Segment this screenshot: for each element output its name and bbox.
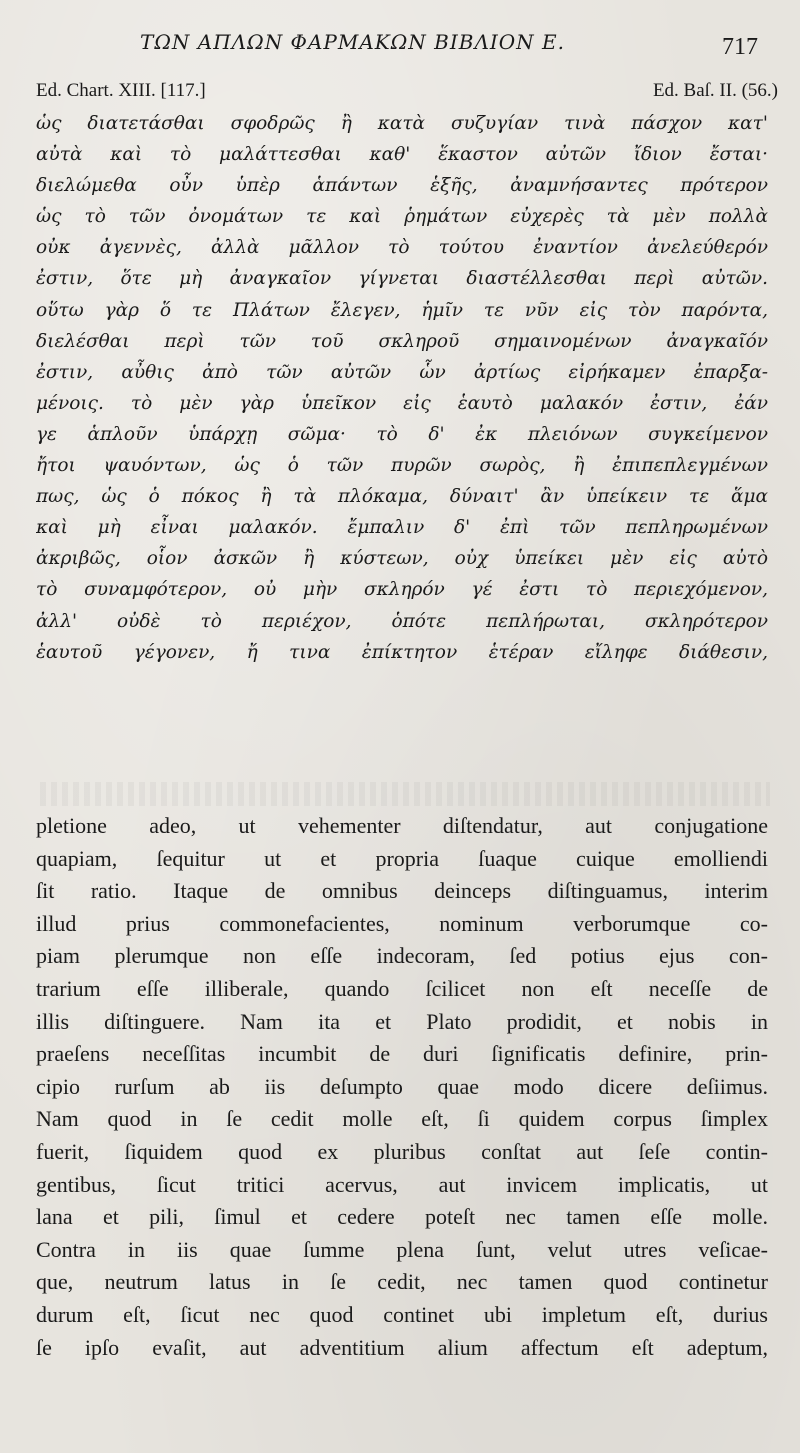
greek-line: οὐκ ἀγεννὲς, ἀλλὰ μᾶλλον τὸ τούτου ἐναντίον ἀνελεύθερόν (36, 237, 768, 259)
page-number: 717 (722, 34, 758, 60)
greek-line: πως, ὡς ὁ πόκος ἢ τὰ πλόκαμα, δύναιτ' ἂν ὑπείκειν τε ἅμα (36, 486, 768, 508)
greek-line: ἐστιν, αὖθις ἀπὸ τῶν αὐτῶν ὧν ἀρτίως εἰρήκαμεν ἐπαρξα- (36, 361, 768, 383)
latin-line: ſit ratio. Itaque de omnibus deinceps diſtinguamus, interim (36, 878, 768, 904)
latin-line: Nam quod in ſe cedit molle eſt, ſi quidem corpus ſimplex (36, 1106, 768, 1132)
latin-text (36, 810, 768, 1364)
greek-line: ὡς τὸ τῶν ὀνομάτων τε καὶ ῥημάτων εὐχερὲς τὰ μὲν πολλὰ (36, 206, 768, 228)
greek-line: ὡς διατετάσθαι σφοδρῶς ἢ κατὰ συζυγίαν τινὰ πάσχον κατ' (36, 113, 768, 134)
greek-line: διελέσθαι περὶ τῶν τοῦ σκληροῦ σημαινομένων ἀναγκαῖόν (36, 330, 768, 352)
greek-line: γε ἁπλοῦν ὑπάρχῃ σῶμα· τὸ δ' ἐκ πλειόνων συγκείμενον (36, 423, 768, 445)
latin-line: lana et pili, ſimul et cedere poteſt nec tamen eſſe molle. (36, 1204, 768, 1230)
latin-line: pletione adeo, ut vehementer diſtendatur, aut conjugatione (36, 813, 768, 838)
latin-line: fuerit, ſiquidem quod ex pluribus conſtat aut ſeſe contin- (36, 1138, 768, 1164)
greek-line: ἤτοι ψαυόντων, ὡς ὁ τῶν πυρῶν σωρὸς, ἢ ἐπιπεπλεγμένων (36, 455, 768, 477)
greek-line: ἐστιν, ὅτε μὴ ἀναγκαῖον γίγνεται διαστέλλεσθαι περὶ αὐτῶν. (36, 268, 768, 290)
latin-line: trarium eſſe illiberale, quando ſcilicet non eſt neceſſe de (36, 975, 768, 1001)
show-through-bleed (40, 782, 770, 806)
latin-line: praeſens neceſſitas incumbit de duri ſignificatis definire, prin- (36, 1041, 768, 1067)
latin-line: que, neutrum latus in ſe cedit, nec tamen quod continetur (36, 1269, 768, 1295)
latin-line: gentibus, ſicut tritici acervus, aut invicem implicatis, ut (36, 1171, 768, 1197)
greek-line: διελώμεθα οὖν ὑπὲρ ἁπάντων ἑξῆς, ἀναμνήσαντες πρότερον (36, 175, 768, 197)
latin-line: Contra in iis quae ſumme plena ſunt, velut utres veſicae- (36, 1236, 768, 1262)
greek-line: ἑαυτοῦ γέγονεν, ἤ τινα ἐπίκτητον ἑτέραν εἴληφε διάθεσιν, (36, 641, 768, 663)
greek-line: καὶ μὴ εἶναι μαλακόν. ἔμπαλιν δ' ἐπὶ τῶν πεπληρωμένων (36, 517, 768, 539)
edition-references (0, 80, 800, 108)
latin-line: quapiam, ſequitur ut et propria ſuaque cuique emolliendi (36, 845, 768, 871)
greek-line: αὐτὰ καὶ τὸ μαλάττεσθαι καθ' ἕκαστον αὐτῶν ἴδιον ἔσται· (36, 144, 768, 166)
edition-basel: Ed. Baſ. II. (56.) (652, 80, 778, 101)
latin-line: illud prius commonefacientes, nominum verborumque co- (36, 910, 768, 936)
running-title: ΤΩΝ ΑΠΛΩΝ ΦΑΡΜΑΚΩΝ ΒΙΒΛΙΟΝ Ε. (140, 30, 565, 54)
latin-line: piam plerumque non eſſe indecoram, ſed potius ejus con- (36, 943, 768, 969)
latin-line: durum eſt, ſicut nec quod continet ubi impletum eſt, durius (36, 1301, 768, 1327)
greek-line: τὸ συναμφότερον, οὐ μὴν σκληρόν γέ ἐστι τὸ περιεχόμενον, (36, 579, 768, 601)
latin-line: cipio rurſum ab iis deſumpto quae modo dicere deſiimus. (36, 1073, 768, 1099)
running-head (0, 30, 800, 64)
greek-line: ἀλλ' οὐδὲ τὸ περιέχον, ὁπότε πεπλήρωται, σκληρότερον (36, 610, 768, 632)
greek-text (36, 108, 768, 668)
latin-line: illis diſtinguere. Nam ita et Plato prodidit, et nobis in (36, 1008, 768, 1034)
latin-line: ſe ipſo evaſit, aut adventitium alium affectum eſt adeptum, (36, 1334, 768, 1360)
edition-chartier: Ed. Chart. XIII. [117.] (36, 80, 206, 101)
greek-line: μένοις. τὸ μὲν γὰρ ὑπεῖκον εἰς ἑαυτὸ μαλακόν ἐστιν, ἐάν (36, 392, 768, 414)
greek-line: ἀκριβῶς, οἷον ἀσκῶν ἢ κύστεων, οὐχ ὑπείκει μὲν εἰς αὐτὸ (36, 548, 768, 570)
greek-line: οὕτω γὰρ ὅ τε Πλάτων ἔλεγεν, ἡμῖν τε νῦν εἰς τὸν παρόντα, (36, 299, 768, 321)
